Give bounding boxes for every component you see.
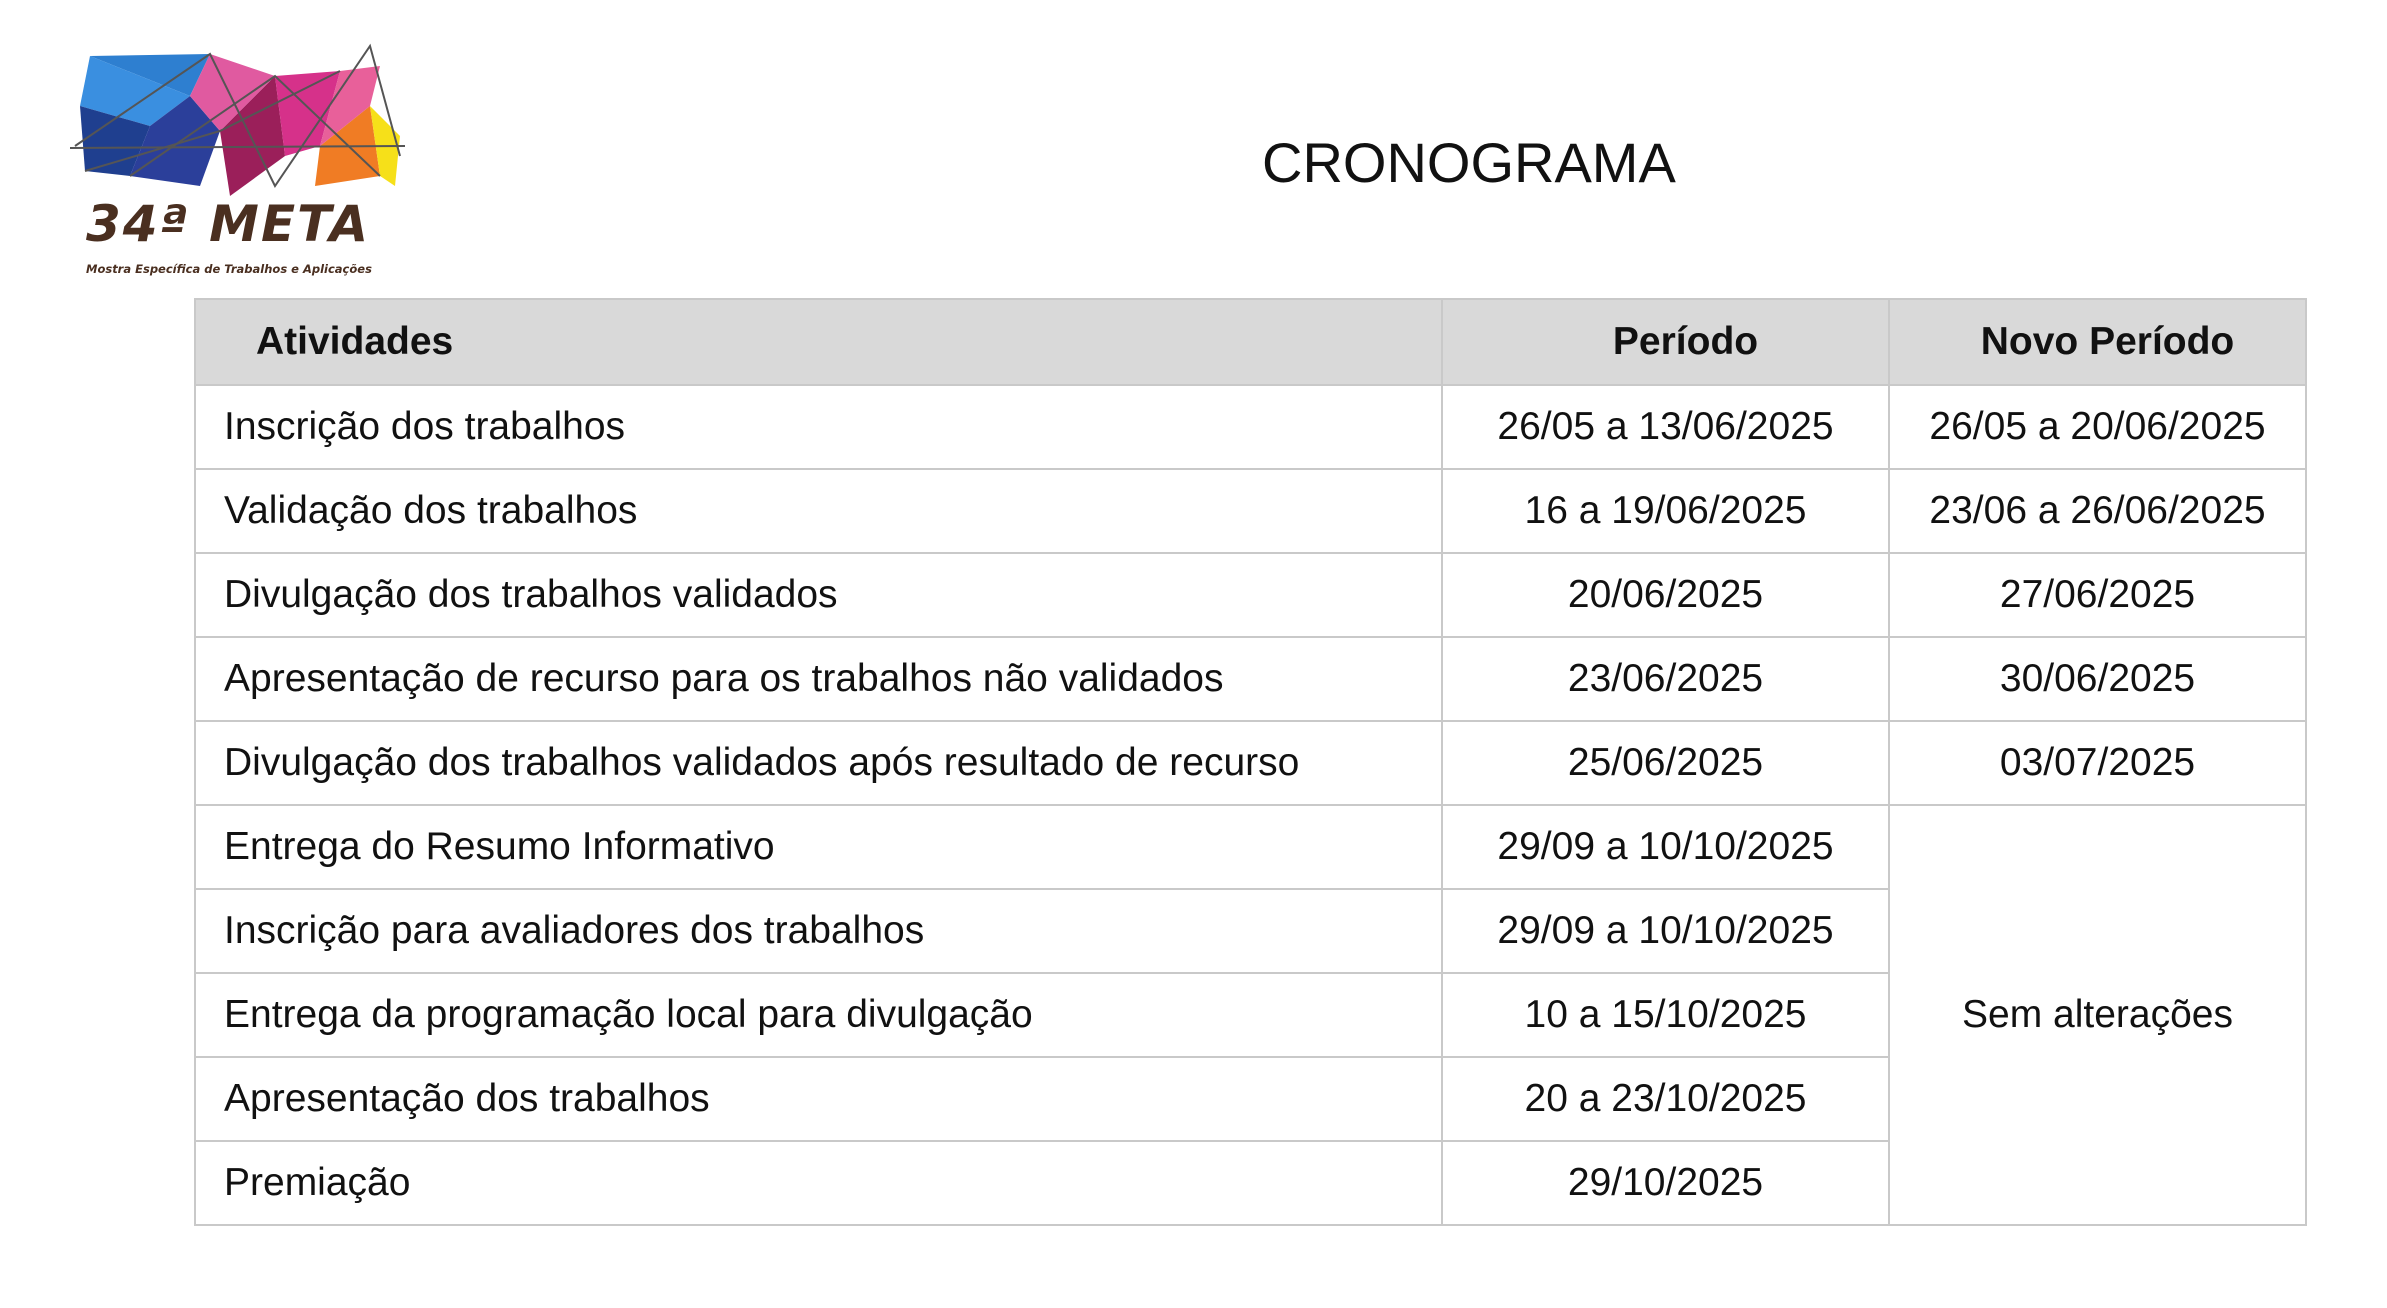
activity-cell: Apresentação de recurso para os trabalhos não validados (195, 637, 1442, 721)
table-header-row (195, 299, 2306, 385)
table-row (195, 553, 2306, 637)
new-period-cell: 27/06/2025 (1889, 553, 2306, 637)
activity-cell: Divulgação dos trabalhos validados após resultado de recurso (195, 721, 1442, 805)
activity-cell: Apresentação dos trabalhos (195, 1057, 1442, 1141)
activity-cell: Entrega da programação local para divulgação (195, 973, 1442, 1057)
header-period: Período (1442, 299, 1889, 385)
meta-logo (70, 36, 405, 286)
header-activities: Atividades (195, 299, 1442, 385)
table-row (195, 637, 2306, 721)
activity-cell: Divulgação dos trabalhos validados (195, 553, 1442, 637)
period-cell: 26/05 a 13/06/2025 (1442, 385, 1889, 469)
table-row (195, 385, 2306, 469)
period-cell: 29/10/2025 (1442, 1141, 1889, 1225)
period-cell: 16 a 19/06/2025 (1442, 469, 1889, 553)
activity-cell: Inscrição dos trabalhos (195, 385, 1442, 469)
table-row (195, 721, 2306, 805)
logo-title: 34ª META (86, 195, 371, 253)
period-cell: 10 a 15/10/2025 (1442, 973, 1889, 1057)
activity-cell: Validação dos trabalhos (195, 469, 1442, 553)
page-title: CRONOGRAMA (1262, 131, 1676, 194)
table-row (195, 469, 2306, 553)
period-cell: 20/06/2025 (1442, 553, 1889, 637)
activity-cell: Inscrição para avaliadores dos trabalhos (195, 889, 1442, 973)
meta-logo-graphic (70, 36, 405, 206)
new-period-cell: 03/07/2025 (1889, 721, 2306, 805)
new-period-cell: 23/06 a 26/06/2025 (1889, 469, 2306, 553)
header-new-period: Novo Período (1889, 299, 2306, 385)
merged-new-period-cell: Sem alterações (1889, 805, 2306, 1225)
period-cell: 20 a 23/10/2025 (1442, 1057, 1889, 1141)
new-period-cell: 30/06/2025 (1889, 637, 2306, 721)
activity-cell: Entrega do Resumo Informativo (195, 805, 1442, 889)
period-cell: 23/06/2025 (1442, 637, 1889, 721)
logo-subtitle: Mostra Específica de Trabalhos e Aplicações (86, 262, 372, 276)
table-row (195, 805, 2306, 889)
period-cell: 29/09 a 10/10/2025 (1442, 889, 1889, 973)
period-cell: 25/06/2025 (1442, 721, 1889, 805)
activity-cell: Premiação (195, 1141, 1442, 1225)
schedule-table (194, 298, 2307, 1226)
new-period-cell: 26/05 a 20/06/2025 (1889, 385, 2306, 469)
period-cell: 29/09 a 10/10/2025 (1442, 805, 1889, 889)
